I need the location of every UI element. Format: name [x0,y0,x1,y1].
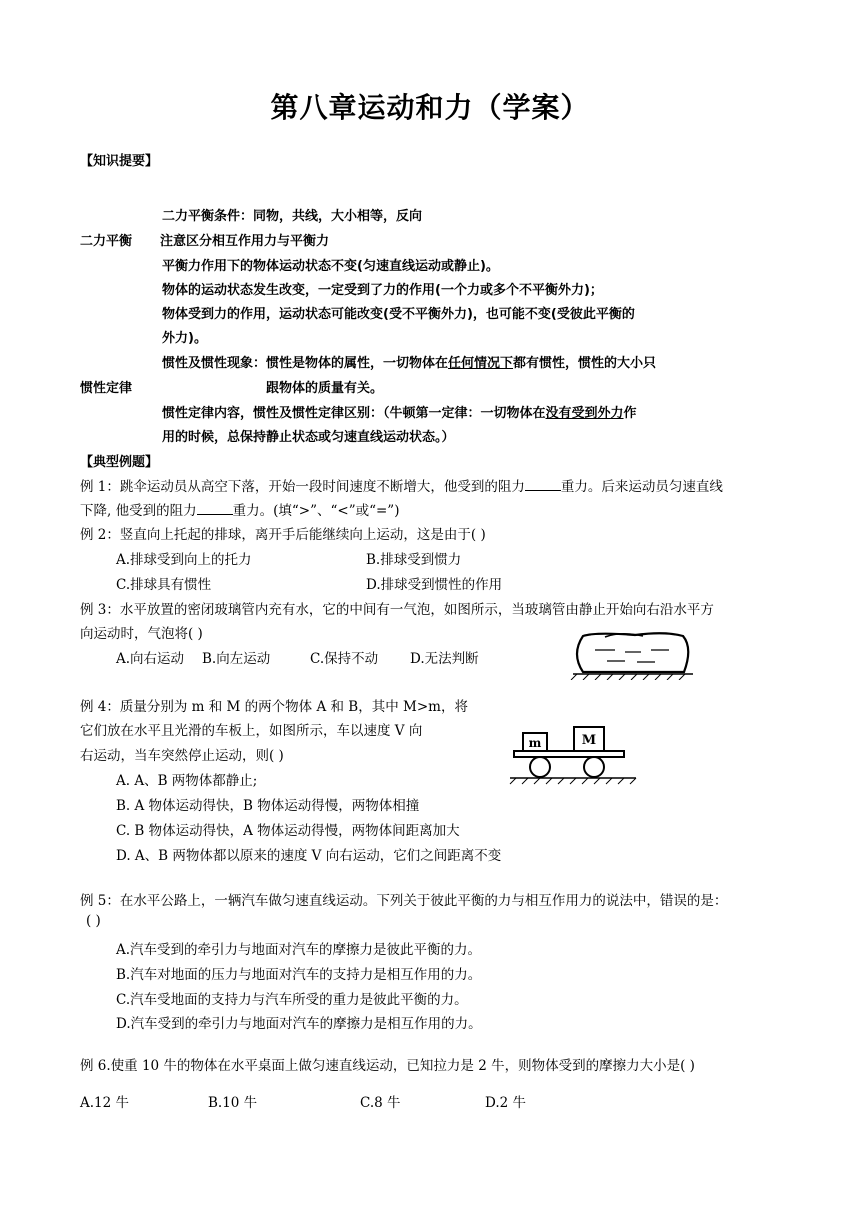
page-title: 第八章运动和力（学案） [270,91,590,124]
knowledge-heading: 【知识提要】 [80,154,159,169]
underlined-text: 任何情况下 [448,356,514,371]
block-M-label: M [581,733,597,748]
balance-line-2: 注意区分相互作用力与平衡力 [160,234,330,249]
example-1-line-2: 下降, 他受到的阻力 重力。(填“>”、“<”或“=”) [80,503,400,519]
block-m-label: m [528,736,542,750]
example-1-line-1: 例 1：跳伞运动员从高空下落，开始一段时间速度不断增大，他受到的阻力 重力。后来运动员匀速直线 [80,479,723,495]
underlined-text: 没有受到外力 [545,406,624,421]
example-5-line-2: ( ) [86,913,101,929]
balance-line-1: 二力平衡条件：同物，共线，大小相等，反向 [162,209,423,224]
balance-line-5: 物体受到力的作用，运动状态可能改变(受不平衡外力)，也可能不变(受彼此平衡的 [162,307,635,322]
example-2-question: 例 2：竖直向上托起的排球，离开手后能继续向上运动，这是由于( ) [80,527,486,543]
example-5-option-c: C.汽车受地面的支持力与汽车所受的重力是彼此平衡的力。 [116,992,468,1008]
inertia-line-2: 跟物体的质量有关。 [266,381,384,396]
example-4-option-d: D. A、B 两物体都以原来的速度 V 向右运动，它们之间距离不变 [116,848,502,864]
glass-tube-figure [565,628,700,680]
balance-line-4: 物体的运动状态发生改变，一定受到了力的作用(一个力或多个不平衡外力)； [162,283,603,298]
example-6-question: 例 6.使重 10 牛的物体在水平桌面上做匀速直线运动，已知拉力是 2 牛，则物体受到的摩擦力大小是( ) [80,1058,695,1074]
example-3-option-b: B.向左运动 [202,651,271,667]
example-6-option-d: D.2 牛 [485,1095,527,1111]
answer-blank[interactable] [525,478,561,491]
example-2-option-d: D.排球受到惯性的作用 [366,577,503,593]
example-2-option-a: A.排球受到向上的托力 [116,552,252,568]
example-4-line-3: 右运动，当车突然停止运动，则( ) [80,748,284,764]
example-4-option-a: A. A、B 两物体都静止; [116,773,258,789]
example-5-line-1: 例 5：在水平公路上，一辆汽车做匀速直线运动。下列关于彼此平衡的力与相互作用力的说法中，错误的是： [80,893,728,909]
example-5-option-a: A.汽车受到的牵引力与地面对汽车的摩擦力是彼此平衡的力。 [116,942,482,958]
example-6-option-b: B.10 牛 [208,1095,258,1111]
example-3-option-d: D.无法判断 [410,651,479,667]
example-3-line-2: 向运动时，气泡将( ) [80,626,203,642]
example-3-line-1: 例 3：水平放置的密闭玻璃管内充有水，它的中间有一气泡，如图所示，当玻璃管由静止开始向右沿水平方 [80,602,714,618]
inertia-line-3: 惯性定律内容，惯性及惯性定律区别：（牛顿第一定律：一切物体在没有受到外力作 [162,406,637,421]
balance-label: 二力平衡 [80,234,133,249]
example-4-option-c: C. B 物体运动得快，A 物体运动得慢，两物体间距离加大 [116,823,460,839]
example-4-line-1: 例 4：质量分别为 m 和 M 的两个物体 A 和 B，其中 M>m，将 [80,699,468,715]
example-5-option-d: D.汽车受到的牵引力与地面对汽车的摩擦力是相互作用的力。 [116,1016,482,1032]
example-2-option-c: C.排球具有惯性 [116,577,212,593]
balance-line-6: 外力)。 [162,331,207,346]
example-6-option-c: C.8 牛 [360,1095,401,1111]
example-5-option-b: B.汽车对地面的压力与地面对汽车的支持力是相互作用的力。 [116,967,482,983]
example-3-option-a: A.向右运动 [116,651,185,667]
inertia-label: 惯性定律 [80,381,133,396]
inertia-line-4: 用的时候，总保持静止状态或匀速直线运动状态。） [162,430,455,445]
cart-figure [508,722,640,786]
example-2-option-b: B.排球受到惯力 [366,552,462,568]
example-3-option-c: C.保持不动 [310,651,379,667]
examples-heading: 【典型例题】 [80,455,159,470]
example-4-line-2: 它们放在水平且光滑的车板上，如图所示，车以速度 V 向 [80,723,423,739]
example-6-option-a: A.12 牛 [80,1095,130,1111]
inertia-line-1: 惯性及惯性现象：惯性是物体的属性，一切物体在任何情况下都有惯性，惯性的大小只 [162,356,657,371]
answer-blank[interactable] [197,502,233,515]
example-4-option-b: B. A 物体运动得快，B 物体运动得慢，两物体相撞 [116,798,420,814]
balance-line-3: 平衡力作用下的物体运动状态不变(匀速直线运动或静止)。 [162,259,499,274]
